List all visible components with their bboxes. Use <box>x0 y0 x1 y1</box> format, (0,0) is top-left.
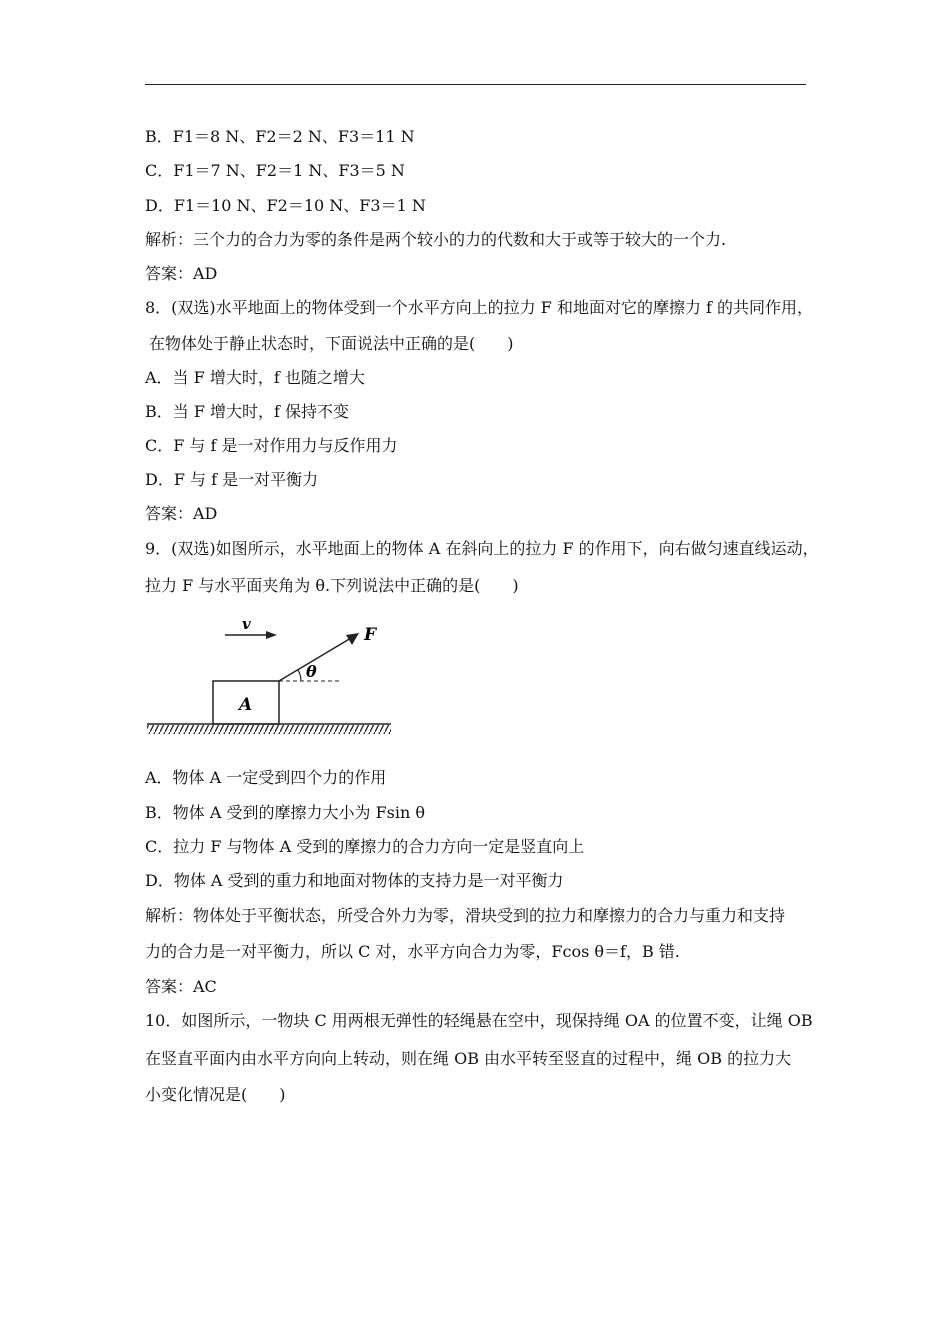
q8-answer: 答案：AD <box>145 504 218 523</box>
q9-option-c: C．拉力 F 与物体 A 受到的摩擦力的合力方向一定是竖直向上 <box>145 837 585 856</box>
q8-stem-line2: 在物体处于静止状态时，下面说法中正确的是( ) <box>149 334 514 353</box>
q8-option-b: B．当 F 增大时，f 保持不变 <box>145 402 350 421</box>
q7-option-b: B．F1＝8 N、F2＝2 N、F3＝11 N <box>145 127 415 146</box>
ground-hatching <box>147 725 391 734</box>
q8-option-d: D．F 与 f 是一对平衡力 <box>145 470 319 489</box>
q8-stem-line1: 8．(双选)水平地面上的物体受到一个水平方向上的拉力 F 和地面对它的摩擦力 f 的共同作用， <box>145 298 814 317</box>
angle-arc <box>298 670 301 681</box>
q9-force-diagram <box>145 612 395 742</box>
q9-stem-line1: 9．(双选)如图所示，水平地面上的物体 A 在斜向上的拉力 F 的作用下，向右做匀速直线运动， <box>145 539 819 558</box>
q9-analysis-line1: 解析：物体处于平衡状态，所受合外力为零，滑块受到的拉力和摩擦力的合力与重力和支持 <box>145 906 786 925</box>
force-arrow <box>279 633 359 681</box>
q10-stem-line2: 在竖直平面内由水平方向向上转动，则在绳 OB 由水平转至竖直的过程中，绳 OB 的拉力大 <box>145 1049 792 1068</box>
force-label: F <box>364 625 377 645</box>
q10-stem-line3: 小变化情况是( ) <box>145 1085 286 1104</box>
block-label: A <box>239 695 253 715</box>
velocity-label: v <box>242 615 251 633</box>
angle-label: θ <box>306 662 317 681</box>
q7-option-d: D．F1＝10 N、F2＝10 N、F3＝1 N <box>145 196 426 215</box>
q8-option-c: C．F 与 f 是一对作用力与反作用力 <box>145 436 398 455</box>
q9-answer: 答案：AC <box>145 977 217 996</box>
q9-stem-line2: 拉力 F 与水平面夹角为 θ.下列说法中正确的是( ) <box>145 576 519 595</box>
q7-analysis: 解析：三个力的合力为零的条件是两个较小的力的代数和大于或等于较大的一个力. <box>145 230 727 249</box>
q7-option-c: C．F1＝7 N、F2＝1 N、F3＝5 N <box>145 161 405 180</box>
header-rule <box>145 84 806 85</box>
q9-analysis-line2: 力的合力是一对平衡力，所以 C 对，水平方向合力为零，Fcos θ＝f，B 错. <box>145 942 680 961</box>
velocity-arrow <box>225 631 277 639</box>
q9-option-d: D．物体 A 受到的重力和地面对物体的支持力是一对平衡力 <box>145 871 564 890</box>
q9-option-b: B．物体 A 受到的摩擦力大小为 Fsin θ <box>145 803 426 822</box>
q8-option-a: A．当 F 增大时，f 也随之增大 <box>145 368 365 387</box>
q10-stem-line1: 10．如图所示，一物块 C 用两根无弹性的轻绳悬在空中，现保持绳 OA 的位置不变，让绳 OB <box>145 1011 813 1030</box>
q9-option-a: A．物体 A 一定受到四个力的作用 <box>145 768 387 787</box>
q7-answer: 答案：AD <box>145 264 218 283</box>
